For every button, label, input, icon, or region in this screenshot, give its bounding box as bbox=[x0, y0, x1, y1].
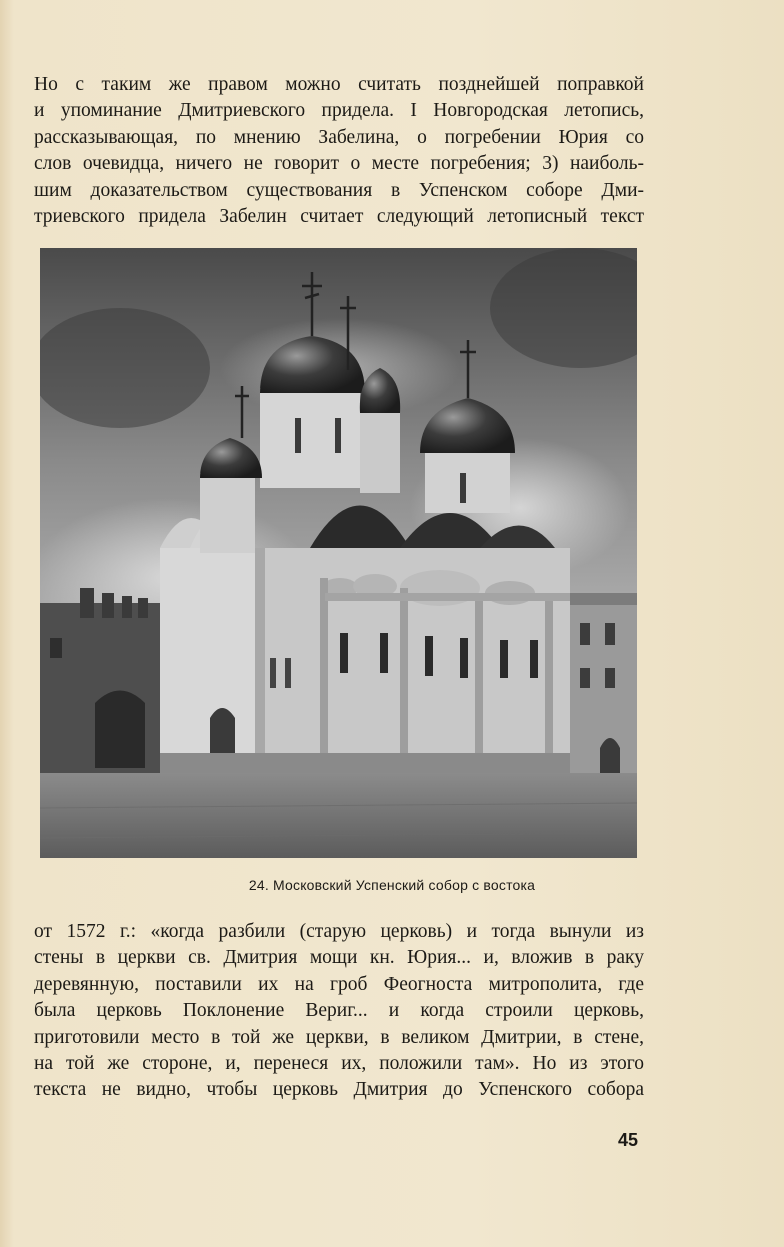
text-line: стены в церкви св. Дмитрия мощи кн. Юрия... и, вложив в раку bbox=[34, 947, 644, 969]
top-paragraph bbox=[34, 72, 644, 230]
bottom-paragraph bbox=[34, 919, 644, 1104]
text-line: от 1572 г.: «когда разбили (старую церковь) и тогда вынули из bbox=[34, 921, 644, 942]
figure-caption: 24. Московский Успенский собор с востока bbox=[248, 877, 536, 893]
cathedral-photo bbox=[40, 248, 637, 858]
page-number: 45 bbox=[618, 1130, 639, 1150]
text-line: текста не видно, чтобы церковь Дмитрия до Успенского собора bbox=[34, 1079, 644, 1101]
text-line: на той же стороне, и, перенеся их, положили там». Но из этого bbox=[34, 1053, 644, 1075]
text-line: была церковь Поклонение Вериг... и когда строили церковь, bbox=[34, 1000, 644, 1022]
text-line: приготовили место в той же церкви, в великом Дмитрии, в стене, bbox=[34, 1026, 644, 1048]
text-line: слов очевидца, ничего не говорит о месте погребения; 3) наиболь- bbox=[34, 153, 644, 175]
text-line: рассказывающая, по мнению Забелина, о погребении Юрия со bbox=[34, 126, 644, 148]
text-line: и упоминание Дмитриевского придела. I Новгородская летопись, bbox=[34, 100, 644, 122]
text-line: триевского придела Забелин считает следующий летописный текст bbox=[34, 206, 644, 228]
text-line: Но с таким же правом можно считать позднейшей поправкой bbox=[34, 74, 644, 95]
text-line: шим доказательством существования в Успенском соборе Дми- bbox=[34, 179, 644, 201]
text-line: деревянную, поставили их на гроб Феогноста митрополита, где bbox=[34, 973, 644, 995]
